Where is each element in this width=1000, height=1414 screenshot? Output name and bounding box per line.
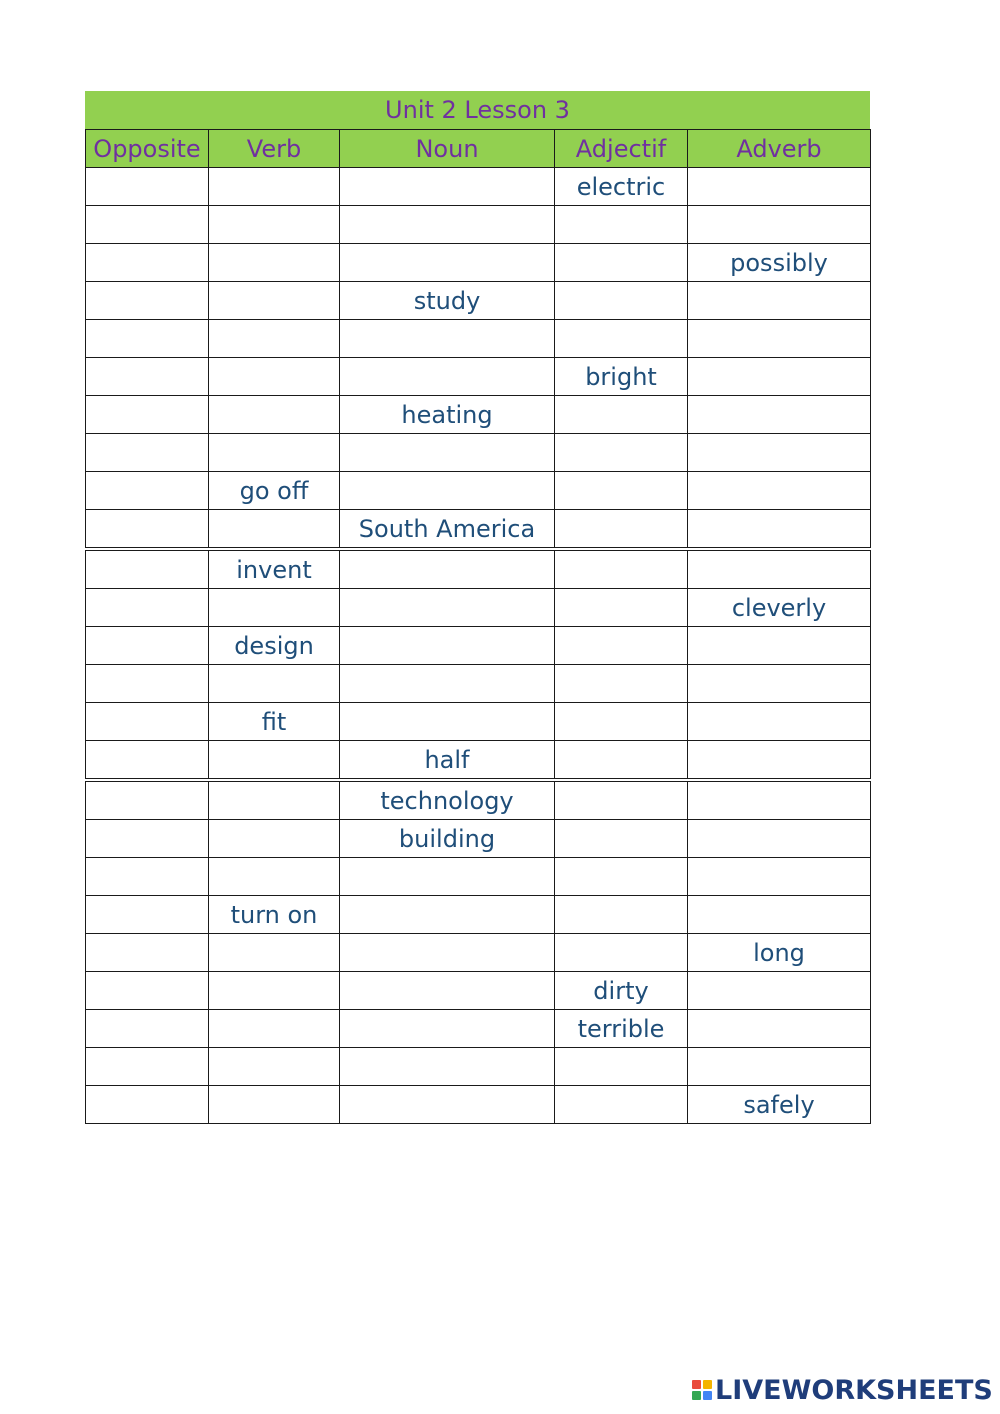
cell-opposite-blank[interactable] <box>86 1048 209 1086</box>
cell-adverb-blank[interactable] <box>688 206 871 244</box>
cell-opposite-blank[interactable] <box>86 665 209 703</box>
cell-adjectif-blank[interactable] <box>555 896 688 934</box>
cell-verb-blank[interactable] <box>209 320 340 358</box>
cell-adverb-blank[interactable] <box>688 1048 871 1086</box>
cell-opposite-blank[interactable] <box>86 972 209 1010</box>
table-row <box>86 896 871 934</box>
brand-name: LIVEWORKSHEETS <box>715 1374 993 1406</box>
cell-opposite-blank[interactable] <box>86 934 209 972</box>
table-row <box>86 972 871 1010</box>
cell-adverb-blank[interactable] <box>688 896 871 934</box>
cell-adjectif-blank[interactable] <box>555 434 688 472</box>
cell-verb-blank[interactable] <box>209 972 340 1010</box>
cell-noun: South America <box>340 510 555 550</box>
cell-noun: half <box>340 741 555 781</box>
cell-verb-blank[interactable] <box>209 434 340 472</box>
cell-opposite-blank[interactable] <box>86 320 209 358</box>
cell-adjectif-blank[interactable] <box>555 589 688 627</box>
cell-adverb-blank[interactable] <box>688 820 871 858</box>
cell-adverb-blank[interactable] <box>688 320 871 358</box>
cell-adverb-blank[interactable] <box>688 472 871 510</box>
cell-verb: go off <box>209 472 340 510</box>
cell-adjectif-blank[interactable] <box>555 703 688 741</box>
cell-adjectif: dirty <box>555 972 688 1010</box>
table-row <box>86 703 871 741</box>
table-row <box>86 282 871 320</box>
cell-adverb-blank[interactable] <box>688 510 871 550</box>
cell-opposite-blank[interactable] <box>86 472 209 510</box>
cell-verb: fit <box>209 703 340 741</box>
cell-noun-blank[interactable] <box>340 627 555 665</box>
cell-noun-blank[interactable] <box>340 589 555 627</box>
cell-noun-blank[interactable] <box>340 472 555 510</box>
cell-adverb-blank[interactable] <box>688 282 871 320</box>
cell-verb-blank[interactable] <box>209 665 340 703</box>
cell-verb-blank[interactable] <box>209 206 340 244</box>
cell-adverb-blank[interactable] <box>688 703 871 741</box>
cell-adverb-blank[interactable] <box>688 1010 871 1048</box>
table-row <box>86 434 871 472</box>
cell-adjectif-blank[interactable] <box>555 627 688 665</box>
table-row <box>86 168 871 206</box>
column-header-noun: Noun <box>340 130 555 168</box>
cell-opposite-blank[interactable] <box>86 206 209 244</box>
table-row <box>86 934 871 972</box>
cell-opposite-blank[interactable] <box>86 244 209 282</box>
table-row <box>86 244 871 282</box>
cell-verb-blank[interactable] <box>209 168 340 206</box>
cell-adjectif-blank[interactable] <box>555 665 688 703</box>
cell-verb-blank[interactable] <box>209 820 340 858</box>
cell-opposite-blank[interactable] <box>86 396 209 434</box>
cell-adverb-blank[interactable] <box>688 549 871 589</box>
table-row <box>86 396 871 434</box>
cell-adverb-blank[interactable] <box>688 741 871 781</box>
cell-adjectif-blank[interactable] <box>555 510 688 550</box>
cell-adverb: possibly <box>688 244 871 282</box>
table-row <box>86 820 871 858</box>
cell-adjectif: bright <box>555 358 688 396</box>
cell-noun-blank[interactable] <box>340 1048 555 1086</box>
cell-verb: design <box>209 627 340 665</box>
cell-verb-blank[interactable] <box>209 934 340 972</box>
cell-noun: technology <box>340 780 555 820</box>
cell-verb-blank[interactable] <box>209 396 340 434</box>
header-row <box>86 130 871 168</box>
cell-adverb: cleverly <box>688 589 871 627</box>
cell-noun-blank[interactable] <box>340 934 555 972</box>
cell-verb: turn on <box>209 896 340 934</box>
cell-noun-blank[interactable] <box>340 1086 555 1124</box>
cell-adjectif-blank[interactable] <box>555 741 688 781</box>
cell-verb-blank[interactable] <box>209 858 340 896</box>
column-header-adjectif: Adjectif <box>555 130 688 168</box>
cell-adjectif-blank[interactable] <box>555 244 688 282</box>
cell-adverb-blank[interactable] <box>688 780 871 820</box>
cell-verb-blank[interactable] <box>209 510 340 550</box>
cell-opposite-blank[interactable] <box>86 703 209 741</box>
table-row <box>86 358 871 396</box>
cell-adjectif-blank[interactable] <box>555 320 688 358</box>
cell-adjectif-blank[interactable] <box>555 820 688 858</box>
cell-adjectif-blank[interactable] <box>555 934 688 972</box>
table-row <box>86 206 871 244</box>
table-row <box>86 320 871 358</box>
cell-noun-blank[interactable] <box>340 320 555 358</box>
table-row <box>86 549 871 589</box>
cell-noun-blank[interactable] <box>340 168 555 206</box>
cell-opposite-blank[interactable] <box>86 358 209 396</box>
cell-noun: heating <box>340 396 555 434</box>
cell-adverb-blank[interactable] <box>688 396 871 434</box>
cell-adjectif-blank[interactable] <box>555 549 688 589</box>
table-row <box>86 1010 871 1048</box>
cell-opposite-blank[interactable] <box>86 589 209 627</box>
cell-adverb-blank[interactable] <box>688 168 871 206</box>
cell-verb-blank[interactable] <box>209 1086 340 1124</box>
cell-adverb-blank[interactable] <box>688 665 871 703</box>
cell-opposite-blank[interactable] <box>86 434 209 472</box>
cell-opposite-blank[interactable] <box>86 1010 209 1048</box>
column-header-adverb: Adverb <box>688 130 871 168</box>
cell-verb-blank[interactable] <box>209 589 340 627</box>
cell-opposite-blank[interactable] <box>86 510 209 550</box>
table-row <box>86 858 871 896</box>
cell-adjectif-blank[interactable] <box>555 858 688 896</box>
cell-verb-blank[interactable] <box>209 244 340 282</box>
cell-opposite-blank[interactable] <box>86 820 209 858</box>
worksheet <box>85 91 870 1124</box>
cell-adverb-blank[interactable] <box>688 858 871 896</box>
cell-adverb: safely <box>688 1086 871 1124</box>
cell-adjectif: electric <box>555 168 688 206</box>
cell-noun-blank[interactable] <box>340 358 555 396</box>
cell-verb-blank[interactable] <box>209 358 340 396</box>
cell-noun: study <box>340 282 555 320</box>
cell-noun-blank[interactable] <box>340 1010 555 1048</box>
cell-noun-blank[interactable] <box>340 972 555 1010</box>
cell-adjectif-blank[interactable] <box>555 780 688 820</box>
cell-noun-blank[interactable] <box>340 549 555 589</box>
cell-adjectif: terrible <box>555 1010 688 1048</box>
cell-noun-blank[interactable] <box>340 896 555 934</box>
cell-verb-blank[interactable] <box>209 780 340 820</box>
table-row <box>86 1086 871 1124</box>
cell-adverb-blank[interactable] <box>688 358 871 396</box>
cell-verb-blank[interactable] <box>209 741 340 781</box>
column-header-opposite: Opposite <box>86 130 209 168</box>
cell-adjectif-blank[interactable] <box>555 1048 688 1086</box>
cell-verb-blank[interactable] <box>209 1010 340 1048</box>
cell-adjectif-blank[interactable] <box>555 206 688 244</box>
cell-verb-blank[interactable] <box>209 1048 340 1086</box>
liveworksheets-logo-icon <box>692 1380 712 1400</box>
cell-noun-blank[interactable] <box>340 665 555 703</box>
cell-noun-blank[interactable] <box>340 206 555 244</box>
cell-verb-blank[interactable] <box>209 282 340 320</box>
cell-adverb-blank[interactable] <box>688 972 871 1010</box>
cell-adjectif-blank[interactable] <box>555 396 688 434</box>
cell-opposite-blank[interactable] <box>86 858 209 896</box>
cell-noun-blank[interactable] <box>340 434 555 472</box>
cell-noun-blank[interactable] <box>340 244 555 282</box>
cell-adjectif-blank[interactable] <box>555 1086 688 1124</box>
cell-verb: invent <box>209 549 340 589</box>
table-row <box>86 627 871 665</box>
cell-adverb-blank[interactable] <box>688 627 871 665</box>
cell-opposite-blank[interactable] <box>86 282 209 320</box>
cell-noun-blank[interactable] <box>340 703 555 741</box>
cell-adjectif-blank[interactable] <box>555 282 688 320</box>
worksheet-title: Unit 2 Lesson 3 <box>85 91 870 129</box>
table-row <box>86 780 871 820</box>
cell-adverb: long <box>688 934 871 972</box>
cell-opposite-blank[interactable] <box>86 780 209 820</box>
cell-noun-blank[interactable] <box>340 858 555 896</box>
column-header-verb: Verb <box>209 130 340 168</box>
table-row <box>86 472 871 510</box>
cell-opposite-blank[interactable] <box>86 168 209 206</box>
table-row <box>86 741 871 781</box>
table-row <box>86 665 871 703</box>
cell-adjectif-blank[interactable] <box>555 472 688 510</box>
table-row <box>86 1048 871 1086</box>
cell-opposite-blank[interactable] <box>86 741 209 781</box>
cell-opposite-blank[interactable] <box>86 627 209 665</box>
cell-adverb-blank[interactable] <box>688 434 871 472</box>
cell-opposite-blank[interactable] <box>86 549 209 589</box>
liveworksheets-brand <box>692 1375 993 1405</box>
table-row <box>86 589 871 627</box>
cell-noun: building <box>340 820 555 858</box>
table-row <box>86 510 871 550</box>
cell-opposite-blank[interactable] <box>86 1086 209 1124</box>
word-forms-table <box>85 129 871 1124</box>
cell-opposite-blank[interactable] <box>86 896 209 934</box>
